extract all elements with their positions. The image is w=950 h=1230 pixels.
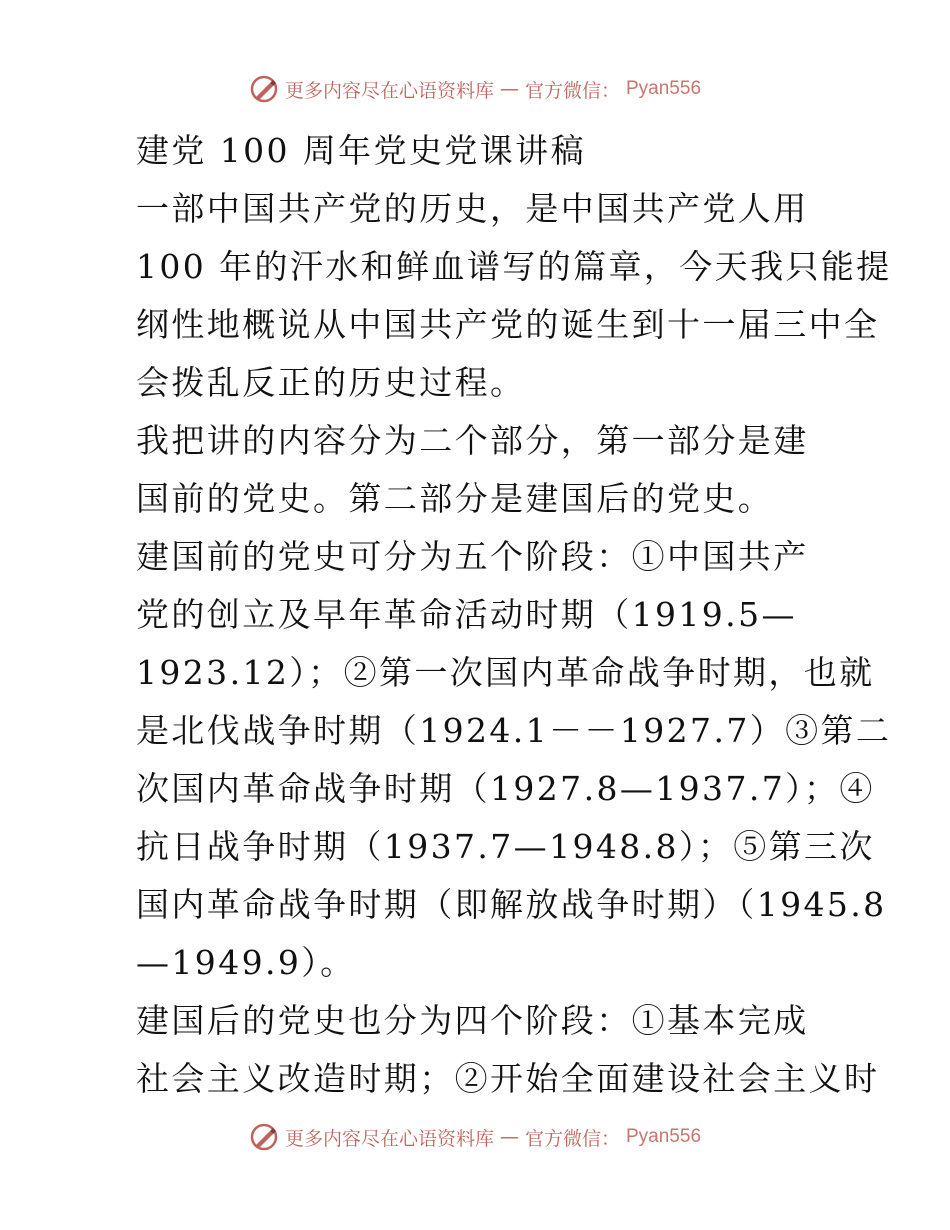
- watermark-header: [0, 74, 950, 104]
- text-line: 国前的党史。第二部分是建国后的党史。: [136, 479, 774, 518]
- text-line: 建国前的党史可分为五个阶段：①中国共产: [136, 537, 809, 576]
- text-line: 一部中国共产党的历史，是中国共产党人用: [136, 189, 809, 228]
- text-line: —1949.9）。: [136, 943, 356, 982]
- text-line: 抗日战争时期（1937.7—1948.8）；⑤第三次: [136, 827, 875, 866]
- text-line: 党的创立及早年革命活动时期（1919.5—: [136, 595, 797, 634]
- text-line: 会拨乱反正的历史过程。: [136, 363, 526, 402]
- text-line: 1923.12）；②第一次国内革命战争时期，也就: [136, 653, 875, 692]
- watermark-main-text: 更多内容尽在心语资料库: [284, 79, 494, 102]
- text-line: 建国后的党史也分为四个阶段：①基本完成: [136, 1001, 809, 1040]
- text-line: 纲性地概说从中国共产党的诞生到十一届三中全: [136, 305, 880, 344]
- watermark-footer: [0, 1122, 950, 1152]
- document-body: [136, 122, 892, 1108]
- text-line: 社会主义改造时期；②开始全面建设社会主义时: [136, 1059, 880, 1098]
- text-line: 100 年的汗水和鲜血谱写的篇章，今天我只能提: [136, 247, 892, 286]
- text-line: 我把讲的内容分为二个部分，第一部分是建: [136, 421, 809, 460]
- watermark-account: Pyan556: [626, 78, 702, 99]
- watermark-account: Pyan556: [626, 1126, 702, 1147]
- watermark-separator: —: [499, 1126, 519, 1148]
- document-title: 建党 100 周年党史党课讲稿: [136, 131, 586, 170]
- text-line: 国内革命战争时期（即解放战争时期）（1945.8: [136, 885, 887, 924]
- watermark-separator: —: [499, 78, 519, 100]
- text-line: 是北伐战争时期（1924.1－－1927.7）③第二: [136, 711, 892, 750]
- pen-logo-icon: [249, 1122, 279, 1152]
- watermark-main-text: 更多内容尽在心语资料库: [284, 1127, 494, 1150]
- text-line: 次国内革命战争时期（1927.8—1937.7）；④: [136, 769, 875, 808]
- watermark-official-label: 官方微信：: [524, 1127, 620, 1150]
- watermark-official-label: 官方微信：: [524, 79, 620, 102]
- pen-logo-icon: [249, 74, 279, 104]
